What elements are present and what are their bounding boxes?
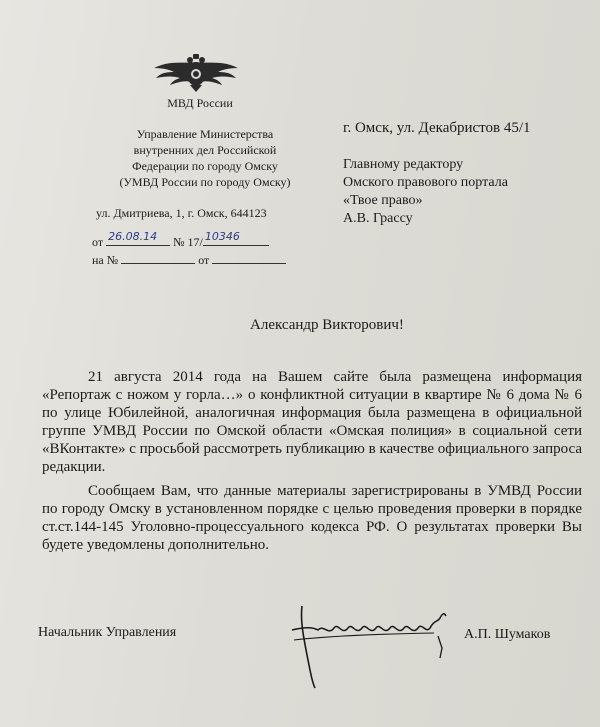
outgoing-reference bbox=[92, 232, 269, 250]
handwritten-number: 10346 bbox=[204, 230, 240, 243]
recipient-address: г. Омск, ул. Декабристов 45/1 bbox=[343, 120, 531, 136]
department-line: внутренних дел Российской bbox=[133, 143, 277, 157]
recipient-line: А.В. Грассу bbox=[343, 211, 413, 226]
body-paragraph-2: Сообщаем Вам, что данные материалы зарегистрированы в УМВД России по городу Омску в установленном порядке с целью проведения проверки в порядке ст.ст.144-145 Уголовно-процессуального кодекса РФ. О результатах проверки Вы будете уведомлены дополнительно. bbox=[42, 483, 582, 553]
number-prefix: № 17/ bbox=[173, 235, 203, 249]
recipient-line: Главному редактору bbox=[343, 157, 464, 172]
date-field bbox=[106, 232, 170, 246]
department-line: Федерации по городу Омску bbox=[132, 159, 278, 173]
reply-number-field bbox=[121, 250, 195, 264]
number-field bbox=[203, 232, 269, 246]
recipient-line: Омского правового портала bbox=[343, 175, 508, 190]
department-block bbox=[110, 126, 300, 190]
reply-from: от bbox=[198, 253, 210, 267]
recipient-block bbox=[343, 156, 508, 228]
salutation: Александр Викторович! bbox=[250, 317, 404, 333]
handwritten-signature bbox=[288, 600, 456, 690]
body-paragraph-1: 21 августа 2014 года на Вашем сайте была размещена информация «Репортаж с ножом у горла…» о конфликтной ситуации в квартире № 6 дома № 6 по улице Юбилейной, аналогичная информация была размещена в официальной группе УМВД России по Омской области «Омская полиция» в социальной сети «ВКонтакте» с просьбой рассмотреть публикацию в качестве официального запроса редакции. bbox=[42, 369, 582, 475]
recipient-line: «Твое право» bbox=[343, 193, 423, 208]
handwritten-date: 26.08.14 bbox=[108, 230, 158, 243]
department-line: Управление Министерства bbox=[136, 127, 274, 141]
reply-prefix: на № bbox=[92, 253, 119, 267]
reply-reference bbox=[92, 250, 286, 268]
sender-address: ул. Дмитриева, 1, г. Омск, 644123 bbox=[96, 206, 267, 220]
signer-title: Начальник Управления bbox=[38, 625, 177, 640]
reply-date-field bbox=[212, 250, 286, 264]
signer-name: А.П. Шумаков bbox=[464, 627, 551, 642]
eagle-emblem-icon bbox=[150, 52, 242, 94]
department-line: (УМВД России по городу Омску) bbox=[119, 175, 291, 189]
date-prefix: от bbox=[92, 235, 104, 249]
org-name: МВД России bbox=[167, 96, 233, 110]
